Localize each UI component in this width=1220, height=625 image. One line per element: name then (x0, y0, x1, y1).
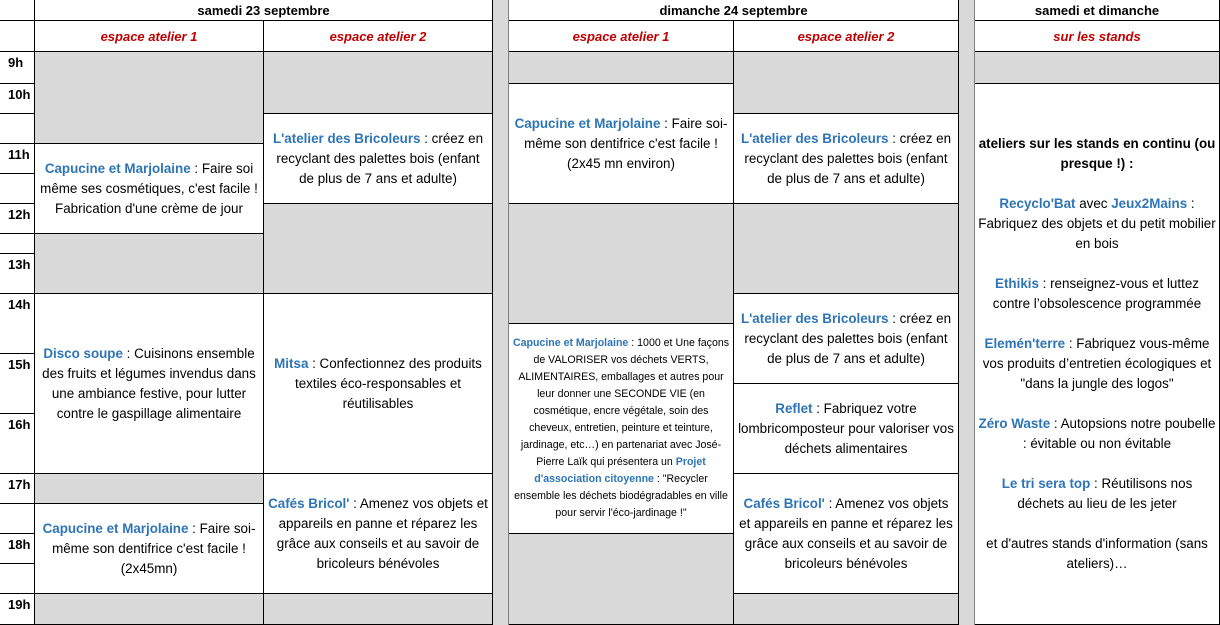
space-header-sun-2: espace atelier 2 (734, 21, 959, 52)
project-title: Projet d'association citoyenne (534, 456, 706, 485)
stands-intro: ateliers sur les stands en continu (ou presque !) : (978, 136, 1216, 171)
stand-description: : renseignez-vous et luttez contre l’obsolescence programmée (992, 276, 1202, 311)
empty-slot (509, 534, 734, 625)
activity-capucine-cosmetics (35, 144, 264, 234)
hour-label-19h: 19h (0, 594, 35, 625)
stand-title: Le tri sera top (1001, 476, 1091, 491)
activity-description: : Cuisinons ensemble des fruits et légumes invendus dans une ambiance festive, pour lutter contre le gaspillage alimentaire (42, 345, 256, 421)
activity-title: Capucine et Marjolaine (44, 160, 191, 176)
hour-half (0, 564, 35, 594)
stand-ethikis (978, 274, 1216, 314)
stand-description: : Autopsions notre poubelle : évitable ou non évitable (1022, 416, 1216, 451)
stand-elementerre (978, 334, 1216, 394)
activity-text (513, 114, 729, 174)
activity-text (738, 494, 954, 574)
stand-title: Ethikis (995, 276, 1039, 291)
empty-slot (734, 594, 959, 625)
space-header-sun-1: espace atelier 1 (509, 21, 734, 52)
empty-slot (35, 234, 264, 294)
hour-half (0, 504, 35, 534)
activity-title: Capucine et Marjolaine (512, 337, 629, 349)
activity-title: L'atelier des Bricoleurs (272, 130, 421, 146)
activity-disco-soupe (35, 294, 264, 474)
activity-description: : 1000 et Une façons de VALORISER vos déchets VERTS, ALIMENTAIRES, emballages et autres pour leur donner une SECONDE VIE (en cosmétique, encre végétale, soin des cheveux, entretien, peinture et teinture, jardinage, etc…) en partenariat avec José-Pierre Laïk qui présentera un (518, 337, 730, 468)
stand-description: : Réutilisons nos déchets au lieu de les jeter (1017, 476, 1193, 511)
space-header-sat-2: espace atelier 2 (264, 21, 493, 52)
hour-half (0, 174, 35, 204)
hour-label-11h: 11h (0, 144, 35, 174)
column-separator (959, 0, 975, 625)
empty-slot (509, 204, 734, 324)
stand-with: avec (1075, 196, 1112, 211)
stand-title: Recyclo'Bat (999, 196, 1076, 211)
stand-recyclobat (978, 194, 1216, 254)
stand-tri-sera-top (978, 474, 1216, 514)
empty-slot (35, 52, 264, 144)
activity-title: L'atelier des Bricoleurs (740, 310, 889, 326)
stands-list (975, 84, 1220, 625)
activity-atelier-bricoleurs (264, 114, 493, 204)
hour-label-13h: 13h (0, 254, 35, 294)
corner-cell (0, 0, 35, 21)
stand-title: Zéro Waste (978, 416, 1051, 431)
empty-slot (264, 594, 493, 625)
activity-atelier-bricoleurs (734, 114, 959, 204)
empty-slot (35, 594, 264, 625)
day-header-weekend: samedi et dimanche (975, 0, 1220, 21)
empty-slot (264, 52, 493, 114)
stand-description: : Fabriquez des objets et du petit mobilier en bois (978, 196, 1216, 251)
empty-slot (734, 204, 959, 294)
activity-description: : Amenez vos objets et appareils en panne et réparez les grâce aux conseils et au savoir de bricoleurs bénévoles (739, 495, 953, 571)
activity-title: Cafés Bricol' (743, 495, 825, 511)
hour-label-14h: 14h (0, 294, 35, 354)
activity-title: Reflet (775, 400, 813, 416)
activity-title: Capucine et Marjolaine (42, 520, 189, 536)
stand-title: Elemén'terre (984, 336, 1066, 351)
activity-text (268, 494, 488, 574)
activity-text (268, 129, 488, 189)
hour-label-12h: 12h (0, 204, 35, 234)
activity-description: : créez en recyclant des palettes bois (enfant de plus de 7 ans et adulte) (744, 130, 952, 186)
activity-cafes-bricol (264, 474, 493, 594)
activity-title: L'atelier des Bricoleurs (740, 130, 889, 146)
activity-text (39, 519, 259, 579)
hour-label-17h: 17h (0, 474, 35, 504)
empty-slot (35, 474, 264, 504)
activity-text (738, 129, 954, 189)
activity-capucine-valoriser (509, 324, 734, 534)
space-header-stands: sur les stands (975, 21, 1220, 52)
activity-text (738, 399, 954, 459)
empty-slot (734, 52, 959, 114)
hour-label-10h: 10h (0, 84, 35, 114)
hour-label-16h: 16h (0, 414, 35, 474)
empty-slot (509, 52, 734, 84)
activity-capucine-dentifrice (509, 84, 734, 204)
activity-text (39, 159, 259, 219)
activity-atelier-bricoleurs (734, 294, 959, 384)
activity-title: Mitsa (274, 355, 309, 371)
activity-description: : Faire soi-même son dentifrice c'est facile ! (2x45 mn environ) (524, 115, 728, 171)
day-header-sunday: dimanche 24 septembre (509, 0, 959, 21)
activity-text (39, 344, 259, 424)
stand-description: : Fabriquez vous-même vos produits d’entretien écologiques et "dans la jungle des logos" (982, 336, 1212, 391)
day-header-saturday: samedi 23 septembre (35, 0, 493, 21)
activity-capucine-dentifrice (35, 504, 264, 594)
activity-description: : Faire soi même ses cosmétiques, c'est facile ! Fabrication d'une crème de jour (40, 160, 258, 216)
hour-half (0, 114, 35, 144)
activity-text (268, 354, 488, 414)
empty-slot (264, 204, 493, 294)
hour-label-18h: 18h (0, 534, 35, 564)
activity-title: Capucine et Marjolaine (514, 115, 661, 131)
activity-description: : Faire soi-même son dentifrice c'est facile ! (2x45mn) (52, 520, 256, 576)
activity-title: Disco soupe (43, 345, 123, 361)
activity-description: : créez en recyclant des palettes bois (enfant de plus de 7 ans et adulte) (276, 130, 484, 186)
activity-description: : Fabriquez votre lombricomposteur pour valoriser vos déchets alimentaires (738, 400, 954, 456)
activity-cafes-bricol (734, 474, 959, 594)
activity-text (738, 309, 954, 369)
hour-label-9h: 9h (0, 52, 35, 84)
activity-description: : Amenez vos objets et appareils en panne et réparez les grâce aux conseils et au savoir de bricoleurs bénévoles (276, 495, 488, 571)
hour-half (0, 234, 35, 254)
space-header-sat-1: espace atelier 1 (35, 21, 264, 52)
activity-title: Cafés Bricol' (268, 495, 350, 511)
empty-slot (975, 52, 1220, 84)
hour-label-15h: 15h (0, 354, 35, 414)
column-separator (493, 0, 509, 625)
activity-description: : Confectionnez des produits textiles éco-responsables et réutilisables (295, 355, 482, 411)
project-description: : "Recycler ensemble les déchets biodégradables en ville pour servir l'éco-jardinage !" (514, 473, 728, 519)
activity-description: : créez en recyclant des palettes bois (enfant de plus de 7 ans et adulte) (744, 310, 952, 366)
stand-zero-waste (978, 414, 1216, 454)
activity-reflet (734, 384, 959, 474)
activity-text (512, 335, 730, 522)
stands-others: et d'autres stands d'information (sans ateliers)… (986, 536, 1208, 571)
activity-mitsa (264, 294, 493, 474)
corner-cell-2 (0, 21, 35, 52)
stand-partner: Jeux2Mains (1111, 196, 1188, 211)
